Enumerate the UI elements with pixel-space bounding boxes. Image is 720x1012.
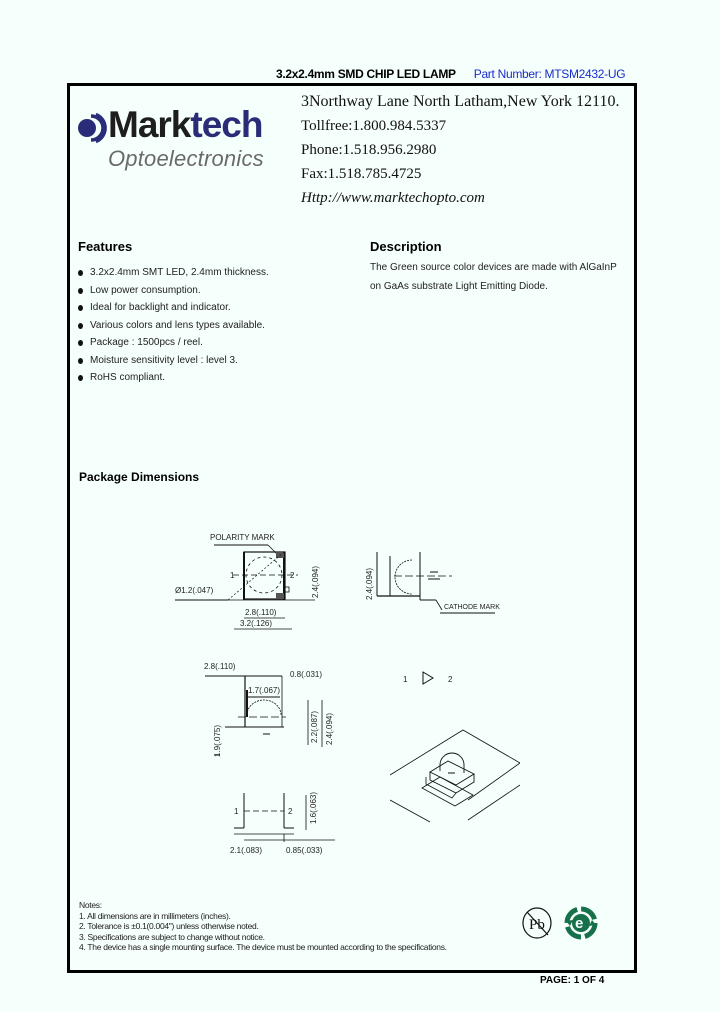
front-vert-dimension-1: 2.2(.087): [310, 710, 319, 743]
svg-text:2: 2: [290, 571, 295, 580]
symbol-pin-1: 1: [403, 675, 408, 684]
top-view-drawing: [170, 520, 340, 640]
pad-dimension: 1.6(.063): [309, 791, 318, 824]
side-view-drawing: [350, 530, 510, 630]
front-top-dimension: 2.8(.110): [204, 662, 236, 671]
eco-rohs-icon: [563, 905, 599, 941]
header-line: [276, 67, 625, 81]
page-frame: [67, 83, 637, 973]
document-title: 3.2x2.4mm SMD CHIP LED LAMP: [276, 67, 456, 81]
pb-free-icon: [521, 906, 553, 940]
lens-dimension: 1.7(.067): [248, 686, 281, 695]
pb-label: Pb: [529, 917, 545, 933]
features-list: [78, 264, 269, 387]
logo-subtitle: Optoelectronics: [108, 146, 264, 171]
note-item: 2. Tolerance is ±0.1(0.004") unless otherwise noted.: [79, 921, 259, 931]
feature-item: RoHS compliant.: [78, 369, 269, 387]
company-logo: [76, 104, 276, 180]
eco-label: e: [575, 915, 584, 932]
page-number: PAGE: 1 OF 4: [540, 975, 605, 986]
side-height-dimension: 2.4(.094): [365, 567, 374, 600]
feature-item: Package : 1500pcs / reel.: [78, 334, 269, 352]
description-text: The Green source color devices are made with AlGaInP on GaAs substrate Light Emitting Diode.: [370, 262, 617, 292]
features-heading: Features: [78, 239, 133, 254]
fax: Fax:1.518.785.4725: [301, 166, 422, 182]
phone: Phone:1.518.956.2980: [301, 142, 437, 158]
package-dimensions-heading: Package Dimensions: [79, 470, 200, 484]
width-outer: 3.2(.126): [240, 619, 273, 628]
feature-item: Ideal for backlight and indicator.: [78, 299, 269, 317]
part-number: Part Number: MTSM2432-UG: [473, 67, 626, 81]
logo-wordmark: [108, 104, 262, 146]
svg-text:1: 1: [234, 807, 239, 816]
note-item: 1. All dimensions are in millimeters (inches).: [79, 910, 231, 921]
width-inner: 2.8(.110): [245, 608, 277, 617]
website-link[interactable]: Http://www.marktechopto.com: [301, 190, 485, 206]
bottom-view-drawing: [210, 780, 350, 860]
svg-text:1: 1: [230, 571, 235, 580]
bottom-right-dimension: 0.85(.033): [286, 846, 323, 855]
front-view-drawing: [190, 655, 350, 770]
note-item: 4. The device has a single mounting surface. The device must be mounted according to the specifications.: [79, 942, 447, 952]
contact-block: [301, 90, 619, 210]
svg-text:2: 2: [288, 807, 293, 816]
logo-prefix: Mark: [108, 104, 191, 145]
front-left-dimension: 1.9(.075): [213, 724, 222, 757]
front-right-dimension: 0.8(.031): [290, 670, 323, 679]
height-dimension: 2.4(.094): [311, 565, 320, 598]
bottom-left-dimension: 2.1(.083): [230, 846, 263, 855]
description-heading: Description: [370, 239, 442, 254]
address: 3Northway Lane North Latham,New York 12110.: [301, 93, 620, 110]
feature-item: Various colors and lens types available.: [78, 317, 269, 335]
feature-item: Moisture sensitivity level : level 3.: [78, 352, 269, 370]
notes-block: [79, 900, 447, 953]
left-dimension: Ø1.2(.047): [175, 586, 214, 595]
feature-item: Low power consumption.: [78, 282, 269, 300]
logo-suffix: tech: [190, 104, 263, 145]
note-item: 3. Specifications are subject to change without notice.: [79, 931, 265, 942]
front-vert-dimension-2: 2.4(.094): [325, 712, 334, 745]
tollfree: Tollfree:1.800.984.5337: [301, 118, 447, 134]
polarity-label: POLARITY MARK: [210, 533, 275, 542]
notes-heading: Notes:: [79, 900, 102, 910]
feature-item: 3.2x2.4mm SMT LED, 2.4mm thickness.: [78, 264, 269, 282]
logo-circle-icon: [76, 112, 108, 144]
isometric-drawing: [390, 660, 520, 830]
cathode-label: CATHODE MARK: [444, 604, 500, 611]
symbol-pin-2: 2: [448, 675, 453, 684]
